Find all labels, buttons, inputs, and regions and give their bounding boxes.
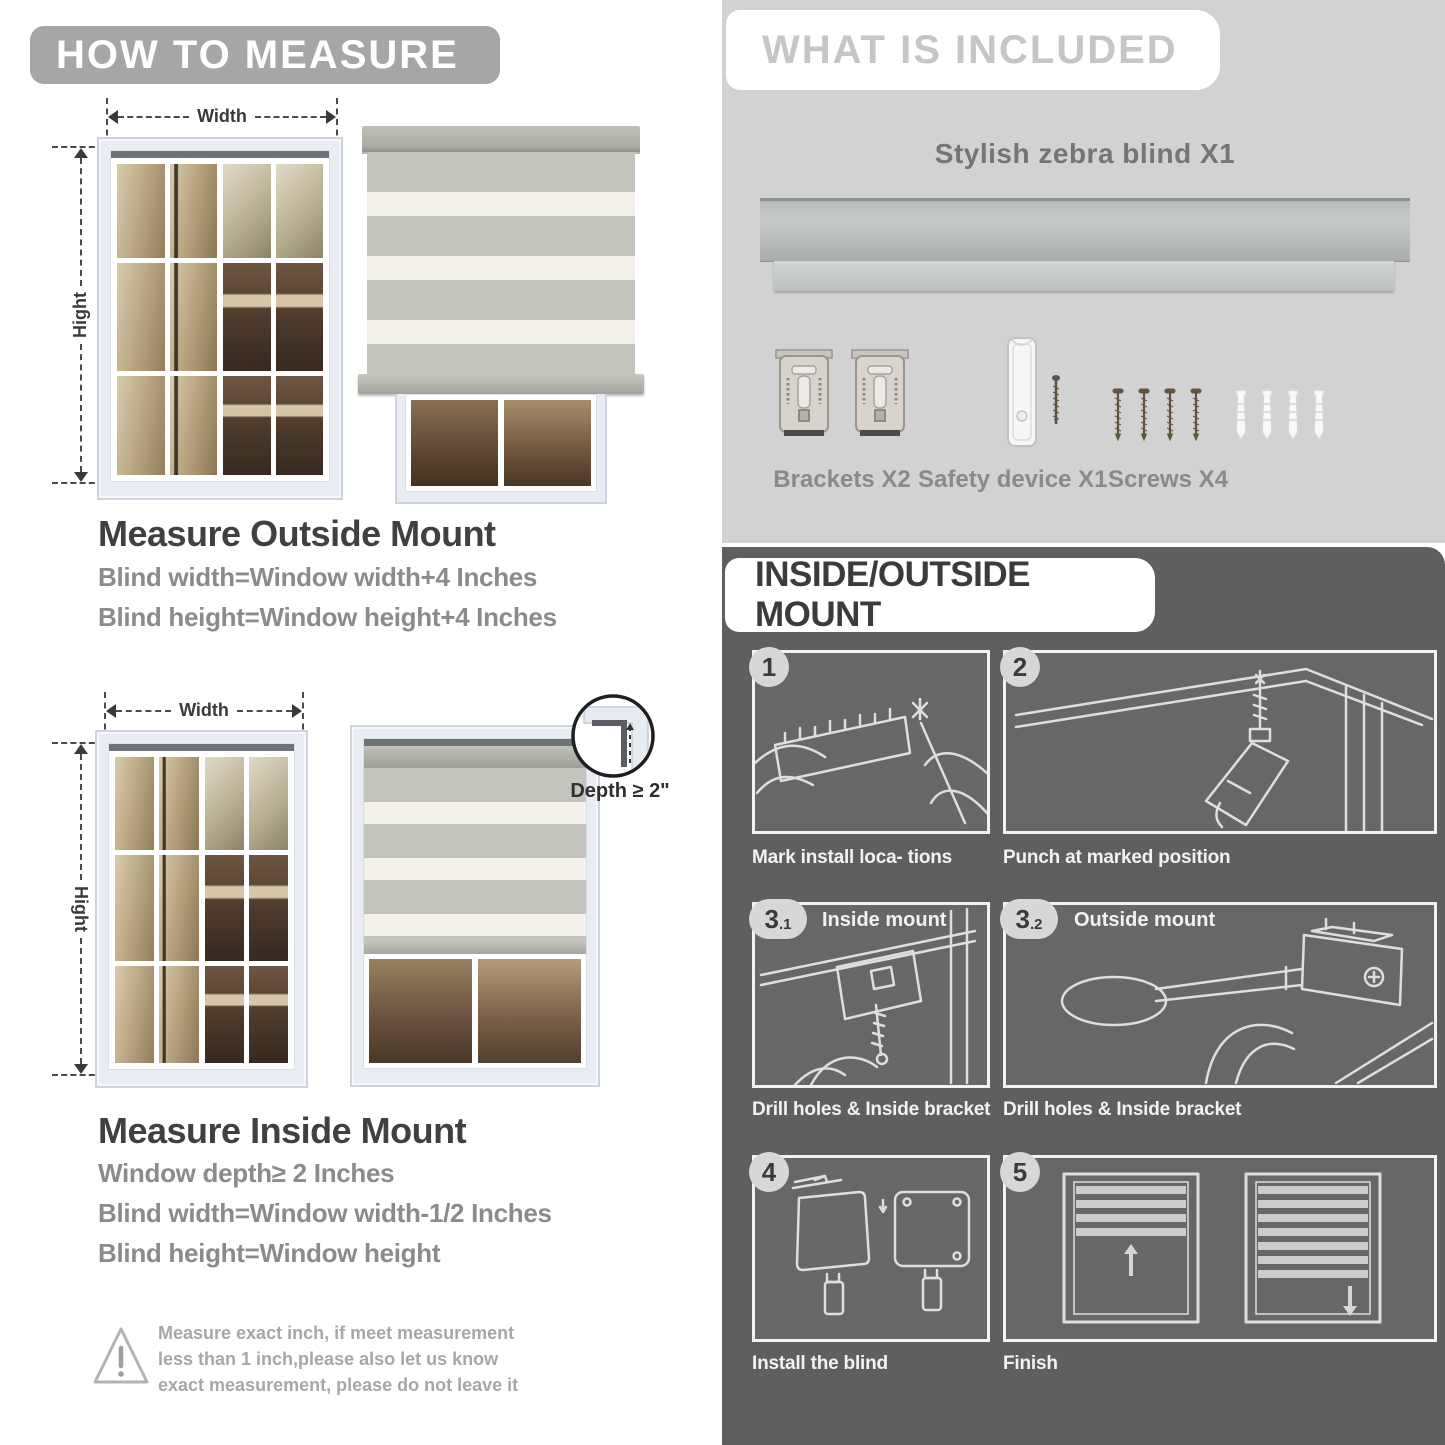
drill-illustration (1006, 653, 1434, 831)
step-3-1-caption: Drill holes & Inside bracket (752, 1099, 991, 1120)
inside-outside-mount-header: INSIDE/OUTSIDE MOUNT (725, 558, 1155, 632)
blind-bottom-rail (358, 374, 644, 394)
arrow-left-icon (106, 704, 116, 718)
inside-outside-mount-panel (722, 547, 1445, 1445)
measure-warning-text: Measure exact inch, if meet measurement less than 1 inch,please also let us know exact measurement, please do not leave it (158, 1323, 519, 1395)
window-recess (111, 151, 329, 158)
arrow-up-icon (74, 744, 88, 754)
height-arrow-inside (70, 744, 91, 1074)
screws-icon (1110, 388, 1350, 444)
window-sash-left (117, 164, 217, 475)
finish-illustration (1006, 1158, 1434, 1339)
screws-label: Screws X4 (1107, 466, 1229, 493)
step-2-caption: Punch at marked position (1003, 847, 1231, 868)
arrow-down-icon (74, 1064, 88, 1074)
step-number-badge: 2 (1000, 647, 1040, 687)
step-5-caption: Finish (1003, 1353, 1058, 1374)
right-column (722, 0, 1445, 1445)
inside-mount-line: Window depth≥ 2 Inches (98, 1158, 395, 1188)
safety-device-icon (984, 336, 1074, 450)
brackets-label: Brackets X2 (773, 466, 911, 493)
step-2-panel (1003, 650, 1437, 834)
window-recess (364, 739, 586, 746)
step-4-caption: Install the blind (752, 1353, 888, 1374)
step-3-2-caption: Drill holes & Inside bracket (1003, 1099, 1242, 1120)
window-below-blind (395, 394, 607, 504)
what-is-included-panel (722, 0, 1445, 543)
step-number-badge: 5 (1000, 1152, 1040, 1192)
window-photo-outside (97, 137, 343, 500)
height-label: Hight (70, 292, 90, 338)
outside-bracket-illustration (1006, 905, 1434, 1085)
headrail-lip (774, 261, 1394, 291)
arrow-up-icon (74, 148, 88, 158)
step-number-badge: 4 (749, 1152, 789, 1192)
outside-mount-panel-label: Outside mount (1074, 909, 1216, 931)
blind-cassette (364, 746, 586, 768)
headrail-image (760, 198, 1410, 261)
outside-mount-line: Blind width=Window width+4 Inches (98, 562, 538, 592)
step-5-panel (1003, 1155, 1437, 1342)
inside-mount-title: Measure Inside Mount (98, 1110, 467, 1151)
window-recess (109, 744, 294, 751)
arrow-left-icon (108, 110, 118, 124)
window-sash-right (205, 757, 289, 1063)
blind-cassette (362, 126, 640, 152)
inside-mount-line: Blind width=Window width-1/2 Inches (98, 1198, 552, 1228)
install-blind-illustration (755, 1158, 987, 1339)
depth-label: Depth ≥ 2" (570, 780, 670, 802)
step-1-caption: Mark install loca- tions (752, 847, 953, 868)
step-1-panel (752, 650, 990, 834)
window-sash-left (115, 757, 199, 1063)
step-number-badge: 3 .1 (749, 899, 807, 939)
what-is-included-header: WHAT IS INCLUDED (726, 10, 1220, 90)
step-number-badge: 1 (749, 647, 789, 687)
width-arrow-outside (108, 106, 336, 127)
window-sash-right (223, 164, 323, 475)
arrow-down-icon (74, 472, 88, 482)
width-arrow-inside (106, 700, 302, 721)
width-label: Width (197, 106, 247, 126)
height-label: Hight (71, 886, 91, 932)
arrow-right-icon (292, 704, 302, 718)
width-label: Width (179, 700, 229, 720)
mark-location-illustration (755, 653, 987, 831)
step-4-panel (752, 1155, 990, 1342)
brackets-icon (774, 346, 910, 444)
step-number-badge: 3 .2 (1000, 899, 1058, 939)
step-3-2-panel (1003, 902, 1437, 1088)
warning-triangle-icon (92, 1322, 150, 1388)
height-arrow-outside (70, 148, 91, 482)
outside-mount-title: Measure Outside Mount (98, 513, 496, 554)
zebra-blind-outside-illustration (367, 126, 635, 504)
blind-stripes (364, 768, 586, 940)
how-to-measure-header: HOW TO MEASURE (30, 26, 500, 84)
window-photo-inside (95, 730, 308, 1088)
safety-device-label: Safety device X1 (918, 466, 1108, 493)
inside-mount-panel-label: Inside mount (822, 909, 947, 931)
inside-mount-line: Blind height=Window height (98, 1238, 441, 1268)
arrow-right-icon (326, 110, 336, 124)
blind-stripes (367, 152, 635, 374)
product-label: Stylish zebra blind X1 (934, 138, 1236, 169)
blind-bottom-rail (364, 940, 586, 954)
outside-mount-line: Blind height=Window height+4 Inches (98, 602, 557, 632)
depth-magnifier-icon (570, 693, 656, 779)
